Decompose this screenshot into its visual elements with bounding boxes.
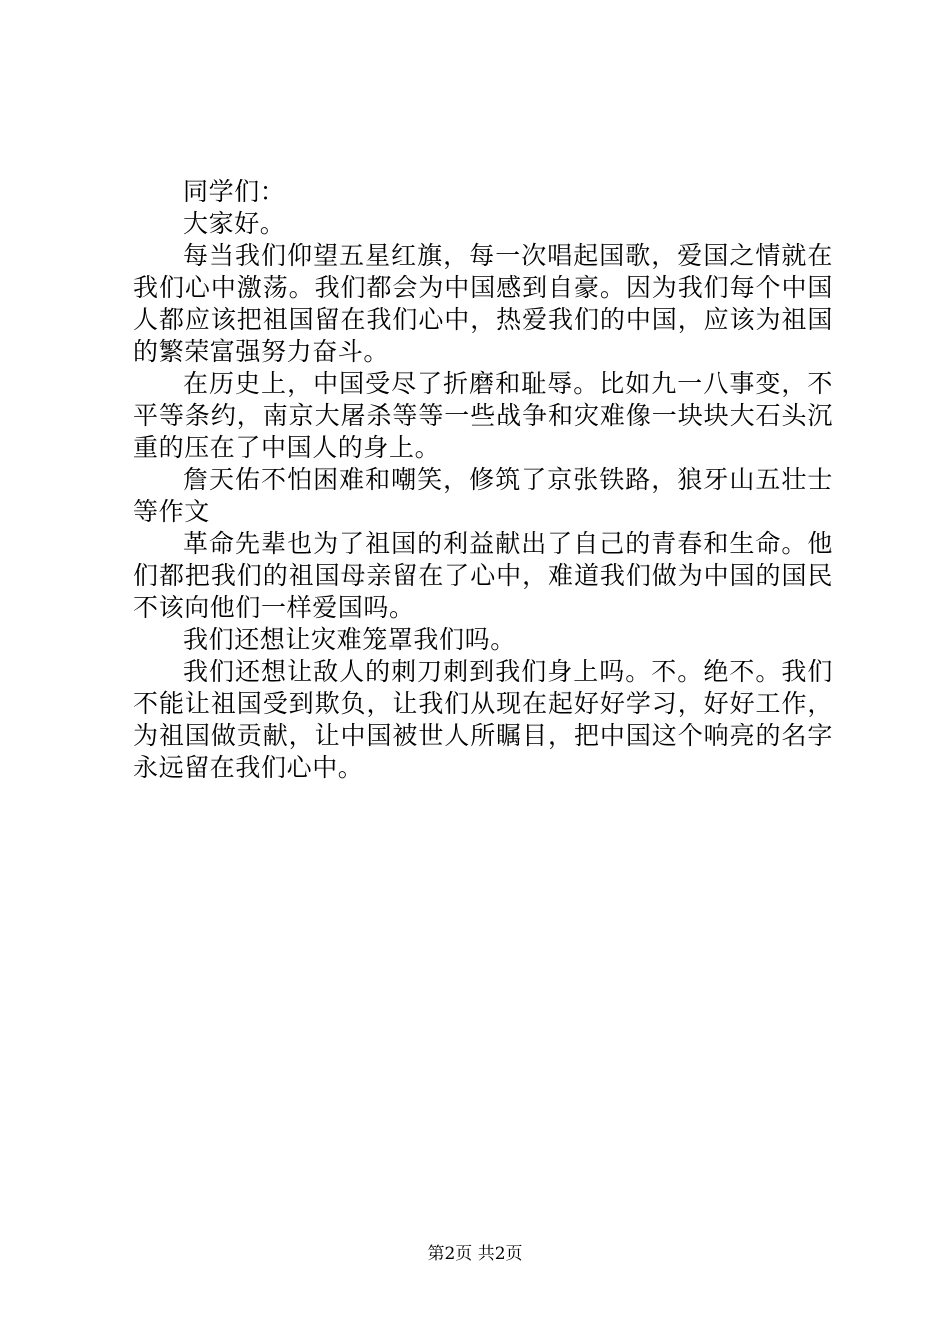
paragraph-body: 詹天佑不怕困难和嘲笑，修筑了京张铁路，狼牙山五壮士等作文 <box>133 465 833 526</box>
paragraph-greeting: 大家好。 <box>183 209 286 238</box>
paragraph-body: 我们还想让灾难笼罩我们吗。 <box>183 625 516 654</box>
paragraph-body: 我们还想让敌人的刺刀刺到我们身上吗。不。绝不。我们不能让祖国受到欺负，让我们从现在起好好学习，好好工作，为祖国做贡献，让中国被世人所瞩目，把中国这个响亮的名字永远留在我们心中。 <box>133 657 833 782</box>
paragraph-body: 每当我们仰望五星红旗，每一次唱起国歌，爱国之情就在我们心中激荡。我们都会为中国感到自豪。因为我们每个中国人都应该把祖国留在我们心中，热爱我们的中国，应该为祖国的繁荣富强努力奋斗。 <box>133 241 833 366</box>
document-body <box>133 176 833 784</box>
paragraph-body: 革命先辈也为了祖国的利益献出了自己的青春和生命。他们都把我们的祖国母亲留在了心中，难道我们做为中国的国民不该向他们一样爱国吗。 <box>133 529 833 622</box>
paragraph-salutation: 同学们： <box>183 177 286 206</box>
page-footer: 第2页 共2页 <box>427 1244 523 1264</box>
paragraph-body: 在历史上，中国受尽了折磨和耻辱。比如九一八事变，不平等条约，南京大屠杀等等一些战争和灾难像一块块大石头沉重的压在了中国人的身上。 <box>133 369 833 462</box>
